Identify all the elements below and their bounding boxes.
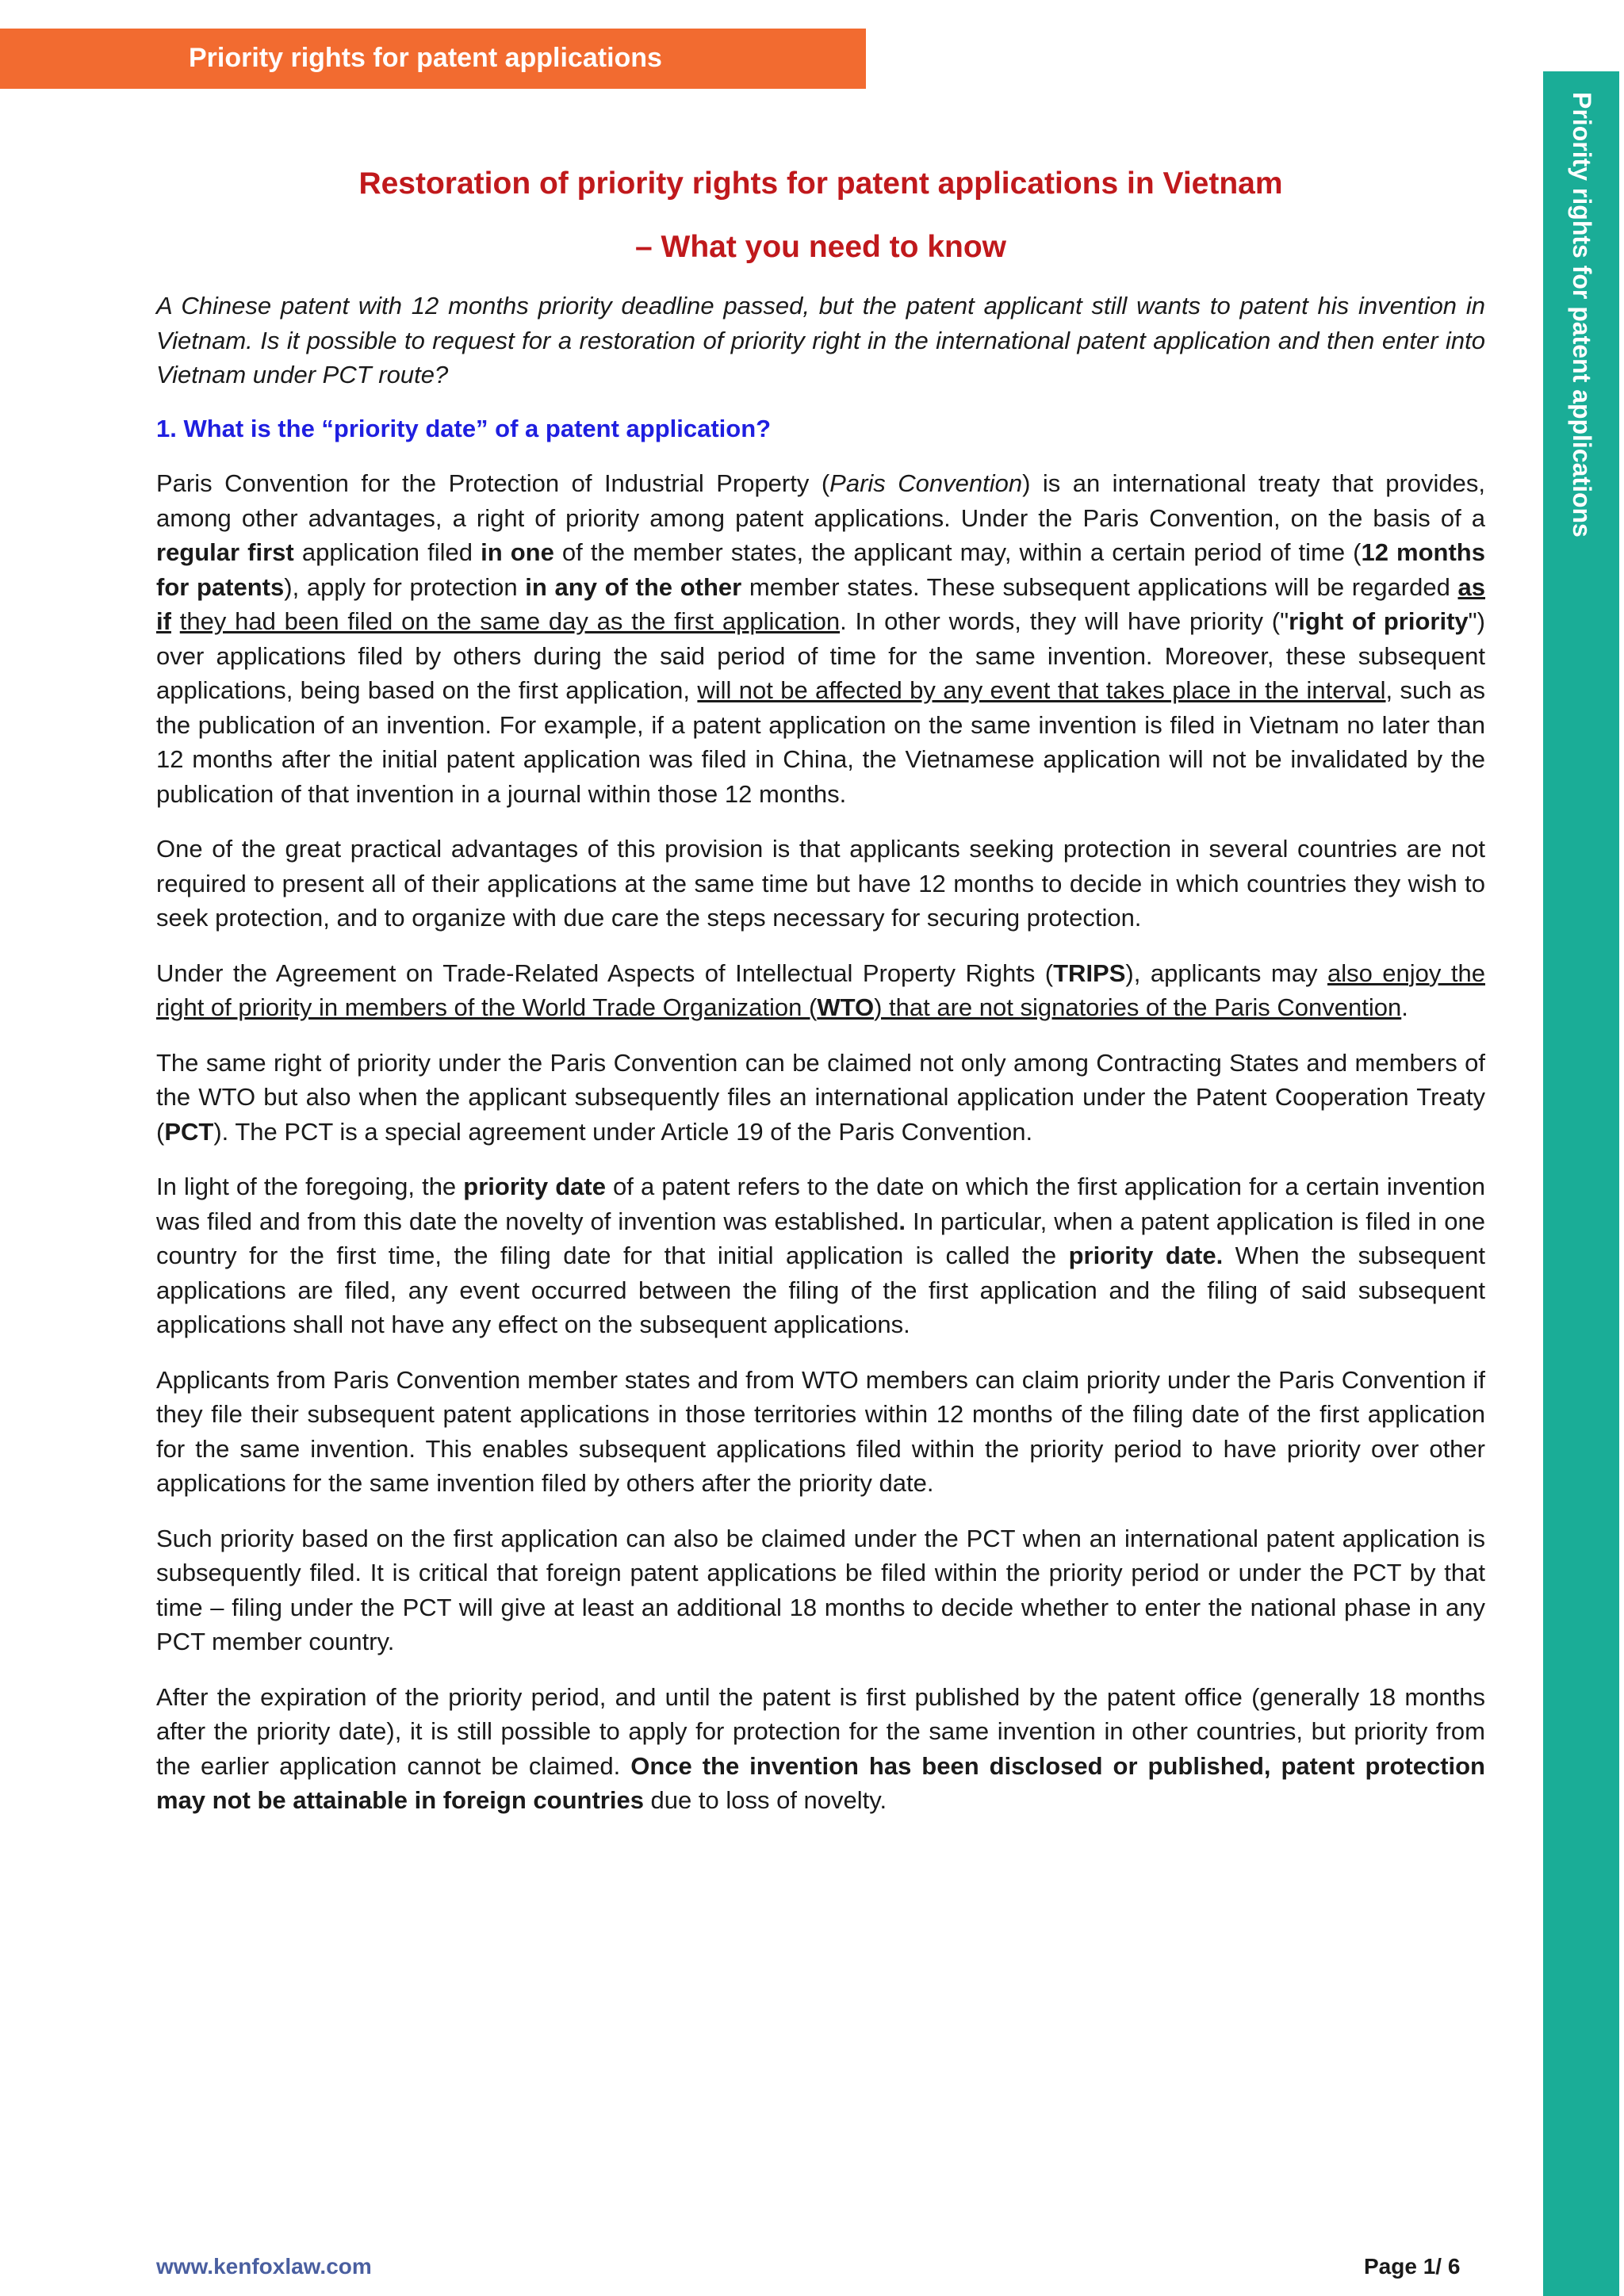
- p8-text-3: due to loss of novelty.: [643, 1786, 887, 1814]
- p1-bold-regular-first: regular first: [156, 538, 294, 566]
- paragraph-6: Applicants from Paris Convention member states and from WTO members can claim priority under the Paris Convention if they file their subsequent patent applications in those territories within 12 months of the filing date of the first application for the same invention. This enables subsequent applications filed within the priority period to have priority over other applications for the same invention filed by others after the priority date.: [156, 1365, 1485, 1497]
- p5-text-5: In particular, when a patent application is filed in one country for the first time, the filing date for that initial application is called the: [156, 1207, 1485, 1269]
- p1-underline-not-affected: will not be affected by any event that takes place in the interval: [697, 676, 1386, 704]
- paragraph-1: [156, 466, 1485, 811]
- p8-text-1: After the expiration of the priority period, and until the patent is first published by the patent office (generally 18 months after the priority date), it is still possible to apply for protection for the same invention in other countries, but priority from the earlier application cannot be claimed.: [156, 1682, 1485, 1780]
- p3-underline-1: also enjoy the right of priority in members of the World Trade Organization (: [156, 959, 1485, 1021]
- header-band: [0, 29, 866, 89]
- article-body: [156, 152, 1485, 1818]
- p1-bold-in-any-other: in any of the other: [525, 572, 742, 601]
- p8-bold-once-disclosed: Once the invention has been disclosed or published, patent protection may not be attainable in foreign countries: [156, 1751, 1485, 1814]
- p5-text-7: When the subsequent applications are filed, any event occurred between the filing of the first application and the filing of said subsequent applications shall not have any effect on the subsequent applications.: [156, 1242, 1485, 1338]
- p3-text-1: Under the Agreement on Trade-Related Aspects of Intellectual Property Rights (: [156, 959, 1054, 987]
- p1-text-19: , such as the publication of an invention. For example, if a patent application on the same invention is filed in Vietnam no later than 12 months after the initial patent application was filed in China, the Vietnamese application will not be invalidated by the publication of that invention in a journal within those 12 months.: [156, 676, 1486, 808]
- p1-text-5: application filed: [293, 538, 481, 566]
- p1-text-11: member states. These subsequent applications will be regarded: [741, 572, 1458, 601]
- side-bar: [1543, 71, 1619, 2296]
- p3-text-7: .: [1401, 993, 1408, 1021]
- p4-bold-pct: PCT: [164, 1117, 214, 1146]
- paragraph-3: [156, 956, 1485, 1025]
- paragraph-5: [156, 1169, 1485, 1342]
- paragraph-8: [156, 1680, 1485, 1818]
- paragraph-2: One of the great practical advantages of this provision is that applicants seeking protection in several countries are not required to present all of their applications at the same time but have 12 months to decide in which countries they wish to seek protection, and to organize with due care the steps necessary for securing protection.: [156, 835, 1485, 932]
- p3-text-3: ), applicants may: [1125, 959, 1327, 987]
- p5-bold-priority-date-2: priority date.: [1068, 1242, 1224, 1269]
- p1-text-3: ) is an international treaty that provides, among other advantages, a right of priority among patent applications. Under the Paris Convention, on the basis of a: [156, 469, 1485, 532]
- p1-bold-underline-as-if: as if: [156, 572, 1485, 635]
- p4-text-3: ). The PCT is a special agreement under Article 19 of the Paris Convention.: [213, 1117, 1033, 1146]
- section-heading-1: 1. What is the “priority date” of a patent application?: [156, 414, 772, 442]
- paragraph-4: [156, 1046, 1485, 1150]
- p1-bold-in-one: in one: [481, 538, 554, 566]
- p5-bold-priority-date: priority date: [463, 1173, 606, 1200]
- p1-bold-right-of-priority: right of priority: [1289, 607, 1469, 635]
- p1-text-9: ), apply for protection: [284, 572, 526, 601]
- p1-text-15: . In other words, they will have priority (": [840, 607, 1289, 635]
- p1-italic-paris-convention: Paris Convention: [829, 469, 1023, 497]
- article-title-line-2: – What you need to know: [634, 230, 1007, 264]
- p1-text-17: ") over applications filed by others during the said period of time for the same invention. Moreover, these subsequent applications, being based on the first application,: [156, 607, 1485, 704]
- article-title-line-1: Restoration of priority rights for patent applications in Vietnam: [358, 166, 1283, 201]
- p5-text-3: of a patent refers to the date on which the first application for a certain invention was filed and from this date the novelty of invention was established: [156, 1173, 1485, 1235]
- p1-text-13: [171, 607, 180, 635]
- footer-page-number: Page 1/ 6: [1364, 2254, 1461, 2279]
- side-bar-text: Priority rights for patent applications: [1568, 92, 1596, 538]
- p4-text-1: The same right of priority under the Paris Convention can be claimed not only among Contracting States and members of the WTO but also when the applicant subsequently files an international application under the Patent Cooperation Treaty (: [156, 1048, 1485, 1146]
- p1-text-7: of the member states, the applicant may, within a certain period of time (: [553, 538, 1362, 566]
- p5-bold-period: .: [898, 1207, 906, 1235]
- p3-underline-2: ) that are not signatories of the Paris Convention: [874, 993, 1402, 1021]
- p5-text-1: In light of the foregoing, the: [156, 1173, 464, 1200]
- p1-underline-same-day: they had been filed on the same day as the first application: [179, 607, 841, 635]
- p3-bold-trips: TRIPS: [1053, 959, 1126, 987]
- footer-website-link[interactable]: www.kenfoxlaw.com: [156, 2254, 372, 2279]
- header-band-text: Priority rights for patent applications: [189, 43, 662, 73]
- paragraph-7: Such priority based on the first application can also be claimed under the PCT when an international patent application is subsequently filed. It is critical that foreign patent applications be filed within the priority period or under the PCT by that time – filing under the PCT will give at least an additional 18 months to decide whether to enter the national phase in any PCT member country.: [156, 1524, 1485, 1655]
- p3-bold-wto: WTO: [817, 993, 875, 1021]
- intro-paragraph: A Chinese patent with 12 months priority deadline passed, but the patent applicant still wants to patent his invention in Vietnam. Is it possible to request for a restoration of priority right in the international patent application and then enter into Vietnam under PCT route?: [156, 292, 1485, 388]
- p1-text-1: Paris Convention for the Protection of Industrial Property (: [156, 469, 830, 497]
- p1-bold-12-months: 12 months for patents: [156, 538, 1485, 601]
